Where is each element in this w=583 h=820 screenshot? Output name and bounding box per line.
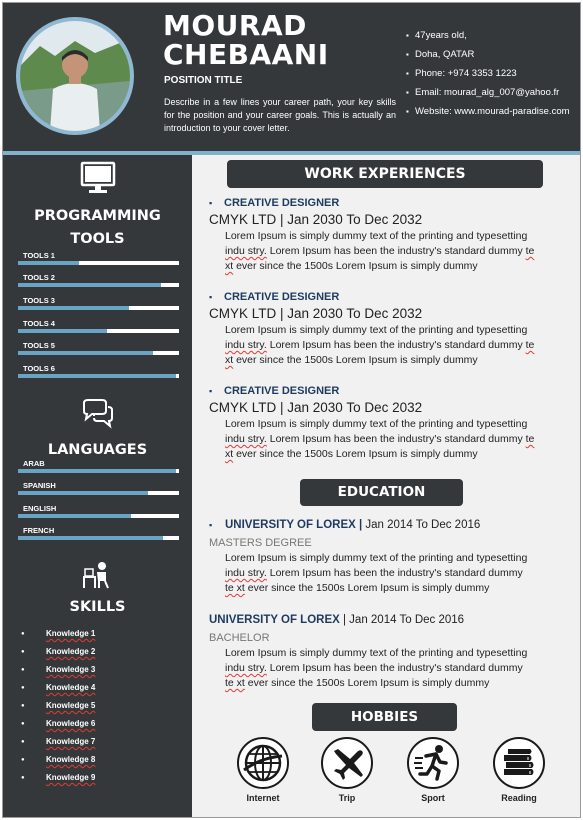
- hobby-label: Internet: [246, 793, 280, 803]
- description-line: [225, 244, 565, 259]
- work-entry-2: [209, 290, 565, 368]
- tool-fill: [18, 374, 176, 378]
- description-fragment: ever since the 1500s Lorem Ipsum is simply dummy: [233, 260, 478, 272]
- name-line-2: CHEBAANI: [163, 38, 329, 71]
- skill-label: Knowledge 5: [46, 701, 96, 710]
- language-label: FRENCH: [23, 526, 55, 535]
- language-label: SPANISH: [23, 481, 56, 490]
- school-name: UNIVERSITY OF LOREX: [209, 614, 340, 626]
- skill-item: [21, 701, 95, 719]
- tool-bar-6: [18, 364, 179, 386]
- hobby-label: Sport: [421, 793, 445, 803]
- tool-fill: [18, 261, 79, 265]
- tool-bar-5: [18, 341, 179, 363]
- skill-label: Knowledge 2: [46, 647, 96, 656]
- tool-label: TOOLS 2: [23, 273, 55, 282]
- tool-track: [18, 283, 179, 287]
- tool-fill: [18, 306, 129, 310]
- education-heading: EDUCATION: [300, 479, 463, 506]
- skill-label: Knowledge 9: [46, 773, 96, 782]
- runner-icon: [406, 736, 460, 790]
- description-fragment: ever since the 1500s Lorem Ipsum is simply dummy: [244, 677, 490, 689]
- tool-label: TOOLS 1: [23, 251, 55, 260]
- description-line: Lorem Ipsum is simply dummy text of the printing and typesetting: [225, 418, 528, 430]
- description-fragment: xt: [225, 354, 234, 366]
- tool-bar-4: [18, 319, 179, 341]
- company-dates: CMYK LTD | Jan 2030 To Dec 2032: [209, 212, 423, 227]
- description-line: Lorem Ipsum is simply dummy text of the printing and typesetting: [225, 647, 528, 659]
- description-line: [225, 581, 565, 596]
- tool-track: [18, 374, 179, 378]
- description-line: Lorem Ipsum is simply dummy text of the printing and typesetting: [225, 324, 528, 336]
- description-fragment: te: [525, 339, 535, 351]
- description-fragment: Lorem Ipsum has been the industry's standard dummy: [266, 567, 523, 579]
- description-fragment: Lorem Ipsum has been the industry's standard dummy: [266, 245, 526, 257]
- separator: |: [355, 519, 366, 531]
- description-fragment: indu stry.: [225, 245, 267, 257]
- education-title: [209, 613, 565, 628]
- job-title: ▪ CREATIVE DESIGNER: [209, 384, 565, 398]
- language-bar-spanish: [18, 481, 179, 503]
- skill-item: [21, 755, 95, 773]
- description-fragment: indu stry.: [225, 433, 267, 445]
- hobby-reading: [484, 736, 554, 803]
- contact-age: ▪ 47years old,: [406, 29, 581, 42]
- company-dates: CMYK LTD | Jan 2030 To Dec 2032: [209, 306, 423, 321]
- description-fragment: xt: [225, 448, 234, 460]
- tool-label: TOOLS 3: [23, 296, 55, 305]
- description-line: [225, 338, 565, 353]
- job-title: ▪ CREATIVE DESIGNER: [209, 196, 565, 210]
- hobby-trip: [312, 736, 382, 803]
- tool-label: TOOLS 4: [23, 319, 55, 328]
- language-fill: [18, 536, 163, 540]
- skills-heading: SKILLS: [69, 599, 126, 615]
- education-entry-1: [209, 518, 565, 596]
- description-fragment: te: [525, 245, 535, 257]
- language-track: [18, 514, 179, 518]
- contact-location: ▪ Doha, QATAR: [406, 48, 581, 61]
- skill-label: Knowledge 3: [46, 665, 96, 674]
- languages-heading: LANGUAGES: [47, 442, 148, 458]
- language-bar-french: [18, 526, 179, 548]
- hobby-label: Trip: [338, 793, 356, 803]
- tool-track: [18, 261, 179, 265]
- separator: |: [339, 614, 350, 626]
- skill-item: [21, 665, 95, 683]
- programming-heading-line-2: TOOLS: [70, 231, 125, 247]
- tool-track: [18, 329, 179, 333]
- work-entry-3: [209, 384, 565, 462]
- education-entry-2: [209, 613, 565, 691]
- education-description: [209, 646, 565, 691]
- career-summary: Describe in a few lines your career path, your key skills for the position and your career goals. This is actually an introduction to your cover letter.: [164, 97, 396, 133]
- skill-label: Knowledge 8: [46, 755, 96, 764]
- tool-bar-2: [18, 273, 179, 295]
- work-experiences-heading: WORK EXPERIENCES: [227, 160, 543, 188]
- education-dates: Jan 2014 To Dec 2016: [365, 519, 481, 531]
- description-fragment: te: [525, 433, 535, 445]
- job-description: [209, 417, 565, 462]
- language-bar-english: [18, 504, 179, 526]
- description-line: [225, 353, 565, 368]
- books-icon: [492, 736, 546, 790]
- language-fill: [18, 514, 131, 518]
- skill-item: [21, 737, 95, 755]
- degree: BACHELOR: [209, 632, 270, 644]
- language-bar-arab: [18, 459, 179, 481]
- description-line: [225, 566, 565, 581]
- hobby-label: Reading: [501, 793, 537, 803]
- description-fragment: Lorem Ipsum has been the industry's standard dummy: [266, 662, 523, 674]
- description-line: [225, 661, 565, 676]
- description-line: Lorem Ipsum is simply dummy text of the printing and typesetting: [225, 230, 528, 242]
- resume-page: [2, 2, 581, 818]
- profile-photo: [16, 17, 134, 135]
- description-fragment: ever since the 1500s Lorem Ipsum is simply dummy: [233, 354, 478, 366]
- company-dates: CMYK LTD | Jan 2030 To Dec 2032: [209, 400, 423, 415]
- sidebar: [3, 155, 192, 818]
- bullet: ▪: [209, 520, 213, 530]
- language-label: ARAB: [23, 459, 45, 468]
- description-fragment: ever since the 1500s Lorem Ipsum is simply dummy: [244, 582, 490, 594]
- description-fragment: Lorem Ipsum has been the industry's standard dummy: [266, 433, 526, 445]
- contact-list: [406, 29, 581, 124]
- description-fragment: te xt: [225, 677, 245, 689]
- tool-track: [18, 351, 179, 355]
- job-description: [209, 229, 565, 274]
- description-line: [225, 676, 565, 691]
- language-track: [18, 491, 179, 495]
- skill-label: Knowledge 7: [46, 737, 96, 746]
- description-fragment: ever since the 1500s Lorem Ipsum is simply dummy: [233, 448, 478, 460]
- description-line: [225, 259, 565, 274]
- language-fill: [18, 469, 176, 473]
- description-fragment: indu stry.: [225, 662, 267, 674]
- tool-fill: [18, 351, 153, 355]
- hobby-sport: [398, 736, 468, 803]
- description-fragment: indu stry.: [225, 339, 267, 351]
- education-description: [209, 551, 565, 596]
- tool-track: [18, 306, 179, 310]
- description-fragment: xt: [225, 260, 234, 272]
- tool-bar-3: [18, 296, 179, 318]
- language-fill: [18, 491, 148, 495]
- skill-item: [21, 647, 95, 665]
- language-label: ENGLISH: [23, 504, 57, 513]
- skill-item: [21, 773, 95, 791]
- contact-email[interactable]: ▪ Email: mourad_alg_007@yahoo.fr: [406, 86, 581, 99]
- description-fragment: indu stry.: [225, 567, 267, 579]
- name-line-1: MOURAD: [163, 9, 307, 42]
- skill-label: Knowledge 4: [46, 683, 96, 692]
- globe-icon: [236, 736, 290, 790]
- degree: MASTERS DEGREE: [209, 537, 312, 549]
- hobby-internet: [228, 736, 298, 803]
- description-fragment: Lorem Ipsum has been the industry's standard dummy: [266, 339, 526, 351]
- tool-label: TOOLS 5: [23, 341, 55, 350]
- education-title: [209, 518, 565, 533]
- description-line: Lorem Ipsum is simply dummy text of the printing and typesetting: [225, 552, 528, 564]
- airplane-icon: [320, 736, 374, 790]
- skill-item: [21, 683, 95, 701]
- description-fragment: te xt: [225, 582, 245, 594]
- skills-list: [21, 629, 95, 791]
- skill-label: Knowledge 6: [46, 719, 96, 728]
- hobbies-heading: HOBBIES: [312, 703, 457, 731]
- full-name: [163, 11, 329, 69]
- contact-phone: ▪ Phone: +974 3353 1223: [406, 67, 581, 80]
- description-line: [225, 432, 565, 447]
- language-track: [18, 536, 179, 540]
- contact-website[interactable]: ▪ Website: www.mourad-paradise.com: [406, 105, 581, 118]
- position-title: POSITION TITLE: [164, 75, 243, 86]
- job-description: [209, 323, 565, 368]
- skill-item: [21, 719, 95, 737]
- school-name: UNIVERSITY OF LOREX: [225, 519, 356, 531]
- language-track: [18, 469, 179, 473]
- tool-label: TOOLS 6: [23, 364, 55, 373]
- programming-heading-line-1: PROGRAMMING: [34, 208, 161, 224]
- work-entry-1: [209, 196, 565, 274]
- tool-fill: [18, 329, 107, 333]
- job-title: ▪ CREATIVE DESIGNER: [209, 290, 565, 304]
- desk-worker-icon: [3, 561, 192, 594]
- programming-tools-heading: [3, 205, 192, 251]
- speech-bubbles-icon: [3, 399, 192, 434]
- tool-fill: [18, 283, 161, 287]
- description-line: [225, 447, 565, 462]
- skill-label: Knowledge 1: [46, 629, 96, 638]
- tool-bar-1: [18, 251, 179, 273]
- monitor-icon: [3, 161, 192, 200]
- header: [3, 3, 581, 151]
- education-dates: Jan 2014 To Dec 2016: [349, 614, 465, 626]
- skill-item: [21, 629, 95, 647]
